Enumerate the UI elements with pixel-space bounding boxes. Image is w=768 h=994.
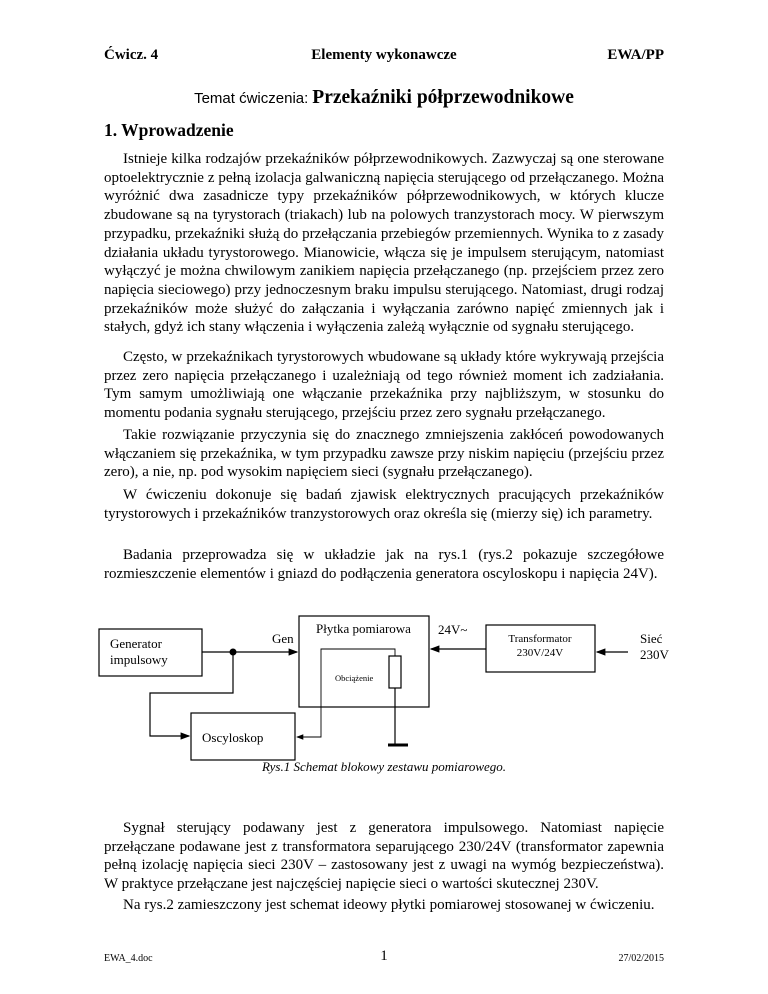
mains-label: Sieć bbox=[640, 631, 663, 646]
plate-label: Płytka pomiarowa bbox=[316, 621, 411, 636]
title-text: Przekaźniki półprzewodnikowe bbox=[312, 87, 574, 108]
generator-label-2: impulsowy bbox=[110, 652, 168, 667]
paragraph-6: Sygnał sterujący podawany jest z generatora impulsowego. Natomiast napięcie przełączane podawane jest z transformatora separującego 230/24V (transformator zapewnia pełną izolację napięcia sieci 230V – zastosowany jest z uwagi na wymóg bezpieczeństwa). W praktyce przełączane jest najczęściej napięcie sieci o wartości skutecznej 230V. bbox=[104, 820, 664, 893]
junction-dot bbox=[230, 649, 237, 656]
transformer-label-2: 230V/24V bbox=[516, 647, 564, 659]
mains-label-2: 230V bbox=[640, 647, 669, 662]
gen-label: Gen bbox=[272, 631, 294, 646]
figure-caption: Rys.1 Schemat blokowy zestawu pomiarowego. bbox=[261, 759, 507, 774]
title-label: Temat ćwiczenia: bbox=[194, 90, 309, 107]
paragraph-4: W ćwiczeniu dokonuje się badań zjawisk elektrycznych pracujących przekaźników tyrystorowych i przekaźników tranzystorowych oraz określa się (mierzy się) ich parametry. bbox=[104, 487, 664, 522]
footer-file: EWA_4.doc bbox=[104, 953, 153, 964]
paragraph-1: Istnieje kilka rodzajów przekaźników półprzewodnikowych. Zazwyczaj są one sterowane optoelektrycznie z pełną izolacja galwaniczną napięcia sterującego od przełączanego. Można wyróżnić dwa zasadnicze typy przekaźników półprzewodnikowych, w których klucze zbudowane są na tyrystorach (triakach) lub na polowych tranzystorach mocy. W pierwszym przypadku, przekaźniki służą do przełączania przebiegów przemiennych. Wynika to z zasady działania układu tyrystorowego. Mianowicie, włącza się je impulsem sterującym, natomiast wyłączyć je można chwilowym zanikiem napięcia przełączanego (np. przejściem przez zero napięcia sieciowego) przy jednoczesnym braku impulsu sterującego. Natomiast, drugi rodzaj przekaźników może służyć do załączania i wyłączania zarówno napięć zmiennych jak i stałych, gdyż ich stany włączenia i wyłączenia zależą wyłącznie od sygnału sterującego. bbox=[104, 151, 664, 336]
transformer-label: Transformator bbox=[508, 633, 572, 645]
oscilloscope-label: Oscyloskop bbox=[202, 730, 264, 745]
paragraph-2: Często, w przekaźnikach tyrystorowych wbudowane są układy które wykrywają przejścia przez zero napięcia przełączanego i uzależniają od tego również moment ich zadziałania. Tym samym umożliwiają one włączanie przekaźnika przy najbliższym, w stosunku do momentu podania sygnału sterującego, przejściu przez zero sygnału przełączanego. bbox=[104, 349, 664, 422]
v24-label: 24V~ bbox=[438, 622, 468, 637]
load-label: Obciążenie bbox=[335, 673, 374, 683]
header-left: Ćwicz. 4 bbox=[104, 47, 159, 63]
footer-date: 27/02/2015 bbox=[618, 953, 664, 964]
page-number: 1 bbox=[380, 948, 388, 964]
paragraph-7: Na rys.2 zamieszczony jest schemat ideowy płytki pomiarowej stosowanej w ćwiczeniu. bbox=[123, 897, 655, 913]
load-resistor bbox=[389, 656, 401, 688]
generator-label: Generator bbox=[110, 636, 162, 651]
section-heading: 1. Wprowadzenie bbox=[104, 120, 234, 140]
header-right: EWA/PP bbox=[607, 47, 664, 63]
header-center: Elementy wykonawcze bbox=[311, 47, 457, 63]
paragraph-5: Badania przeprowadza się w układzie jak na rys.1 (rys.2 pokazuje szczegółowe rozmieszczenie elementów i gniazd do podłączenia generatora oscyloskopu i napięcia 24V). bbox=[104, 547, 664, 582]
paragraph-3: Takie rozwiązanie przyczynia się do znacznego zmniejszenia zakłóceń powodowanych włączaniem się przekaźnika, w tym przypadku zawsze przy niskim napięciu (przejściu przez zero), a nie, np. pod wysokim napięciem sieci (sygnału przełączanego). bbox=[104, 427, 664, 481]
